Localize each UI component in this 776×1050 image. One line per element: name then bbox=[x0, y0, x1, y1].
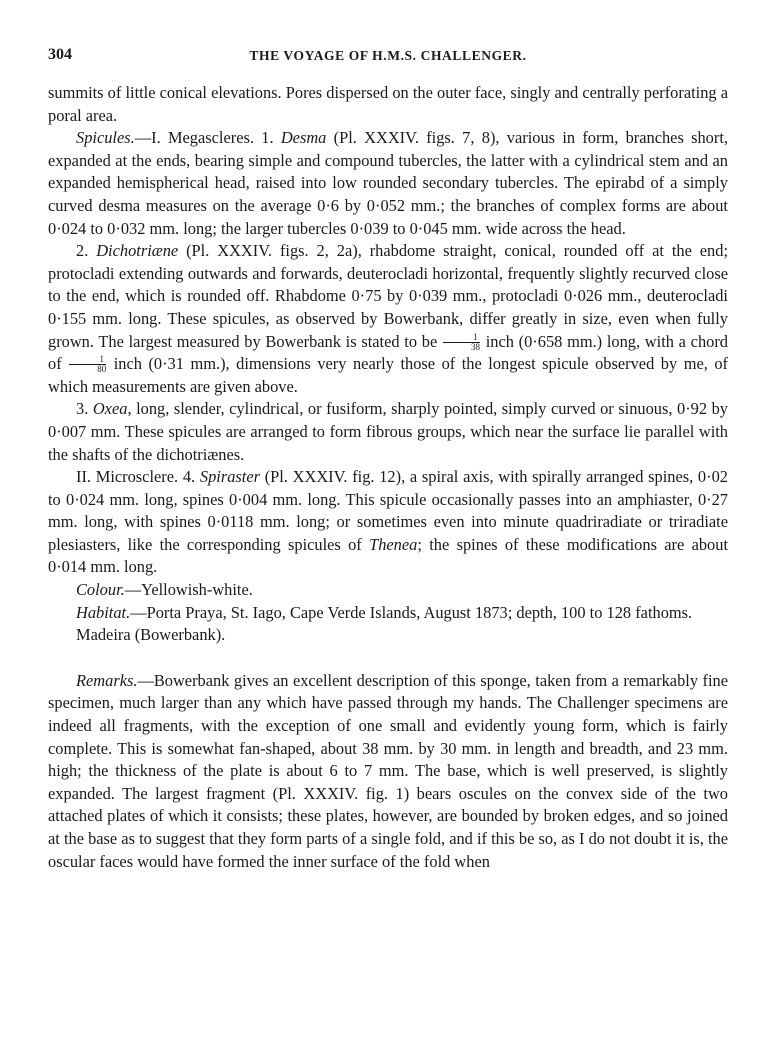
running-title: THE VOYAGE OF H.M.S. CHALLENGER. bbox=[249, 48, 527, 63]
habitat-label: Habitat. bbox=[76, 602, 131, 622]
running-header bbox=[48, 46, 728, 72]
paragraph-gap bbox=[48, 647, 728, 670]
dichotriaene-name: Dichotriæne bbox=[96, 241, 179, 261]
microsclere-paragraph bbox=[48, 466, 728, 579]
colour-paragraph bbox=[48, 579, 728, 602]
remarks-paragraph bbox=[48, 670, 728, 873]
madeira-line: Madeira (Bowerbank). bbox=[76, 625, 226, 645]
remarks-label: Remarks. bbox=[76, 670, 138, 690]
oxea-text: , long, slender, cylindrical, or fusiform, sharply pointed, simply curved or sinuous, 0·92 by 0·007 mm. These spicules are arranged to form fibrous groups, which near the surface lie parallel with the shafts of the dichotriænes. bbox=[48, 399, 728, 464]
fraction-one-80th bbox=[69, 355, 106, 374]
dichotriaene-text-1: (Pl. XXXIV. figs. 2, 2a), rhabdome straight, conical, rounded off at the end; protocladi extending outwards and forwards, deuterocladi horizontal, frequently slightly recurved close to the end, which is rounded off. Rhabdome 0·75 by 0·039 mm., protocladi 0·026 mm., deuterocladi 0·155 mm. long. These spicules, as observed by Bowerbank, differ greatly in size, even when fully grown. The largest measured by Bowerbank is stated to be bbox=[48, 241, 728, 351]
colour-text: —Yellowish-white. bbox=[124, 580, 253, 600]
fraction-denominator: 38 bbox=[470, 341, 480, 352]
spiraster-name: Spiraster bbox=[199, 467, 260, 487]
desma-paragraph bbox=[48, 127, 728, 240]
oxea-paragraph bbox=[48, 398, 728, 466]
habitat-paragraph bbox=[48, 602, 728, 625]
thenea-genus: Thenea bbox=[369, 534, 418, 554]
megascleres-lead: —I. Megascleres. 1. bbox=[134, 128, 281, 148]
desma-name: Desma bbox=[280, 128, 327, 148]
fraction-one-38th bbox=[443, 333, 480, 352]
habitat-text: —Porta Praya, St. Iago, Cape Verde Islands, August 1873; depth, 100 to 128 fathoms. bbox=[130, 602, 693, 622]
desma-text: (Pl. XXXIV. figs. 7, 8), various in form, branches short, expanded at the ends, bearing simple and compound tubercles, the latter with a cylindrical stem and an expanded hemispherical head, raised into low rounded secondary tubercles. The epirabd of a simply curved desma measures on the average 0·6 by 0·052 mm.; the branches of complex forms are about 0·024 to 0·032 mm. long; the larger tubercles 0·039 to 0·045 mm. wide across the head. bbox=[48, 128, 728, 238]
microsclere-lead: II. Microsclere. 4. bbox=[76, 467, 200, 487]
dichotriaene-text-2: inch (0·658 mm.) long, with a chord of bbox=[48, 331, 728, 374]
spicules-label: Spicules. bbox=[76, 128, 135, 148]
oxea-number: 3. bbox=[76, 399, 93, 419]
fraction-numerator: 1 bbox=[69, 355, 106, 365]
fraction-numerator: 1 bbox=[443, 333, 480, 343]
intro-paragraph: summits of little conical elevations. Pores dispersed on the outer face, singly and centrally perforating a poral area. bbox=[48, 83, 728, 125]
page-number: 304 bbox=[48, 46, 72, 63]
colour-label: Colour. bbox=[76, 580, 125, 600]
microsclere-text-1: (Pl. XXXIV. fig. 12), a spiral axis, with spirally arranged spines, 0·02 to 0·024 mm. long, spines 0·004 mm. long. This spicule occasionally passes into an amphiaster, 0·27 mm. long, with spines 0·0118 mm. long; or sometimes even into minute quadriradiate or triradiate plesiasters, like the corresponding spicules of bbox=[48, 467, 728, 554]
dichotriaene-paragraph bbox=[48, 240, 728, 398]
oxea-name: Oxea bbox=[92, 399, 128, 419]
body-text bbox=[48, 82, 728, 873]
dichotriaene-text-3: inch (0·31 mm.), dimensions very nearly those of the longest spicule observed by me, of which measurements are given above. bbox=[48, 354, 728, 396]
dichotriaene-number: 2. bbox=[76, 241, 97, 261]
remarks-text: —Bowerbank gives an excellent description of this sponge, taken from a remarkably fine specimen, much larger than any which have passed through my hands. The Challenger specimens are indeed all fragments, with the exception of one small and evidently young form, which is fairly complete. This is somewhat fan-shaped, about 38 mm. by 30 mm. in length and breadth, and 23 mm. high; the thickness of the plate is about 6 to 7 mm. The base, which is well preserved, is slightly expanded. The largest fragment (Pl. XXXIV. fig. 1) bears oscules on the convex side of the two attached plates of which it consists; these plates, however, are bounded by broken edges, and so joined at the base as to suggest that they form parts of a single fold, and if this be so, as I do not doubt it is, the oscular faces would have formed the inner surface of the fold when bbox=[48, 670, 728, 871]
microsclere-text-2: ; the spines of these modifications are about 0·014 mm. long. bbox=[48, 534, 728, 577]
fraction-denominator: 80 bbox=[97, 364, 107, 375]
